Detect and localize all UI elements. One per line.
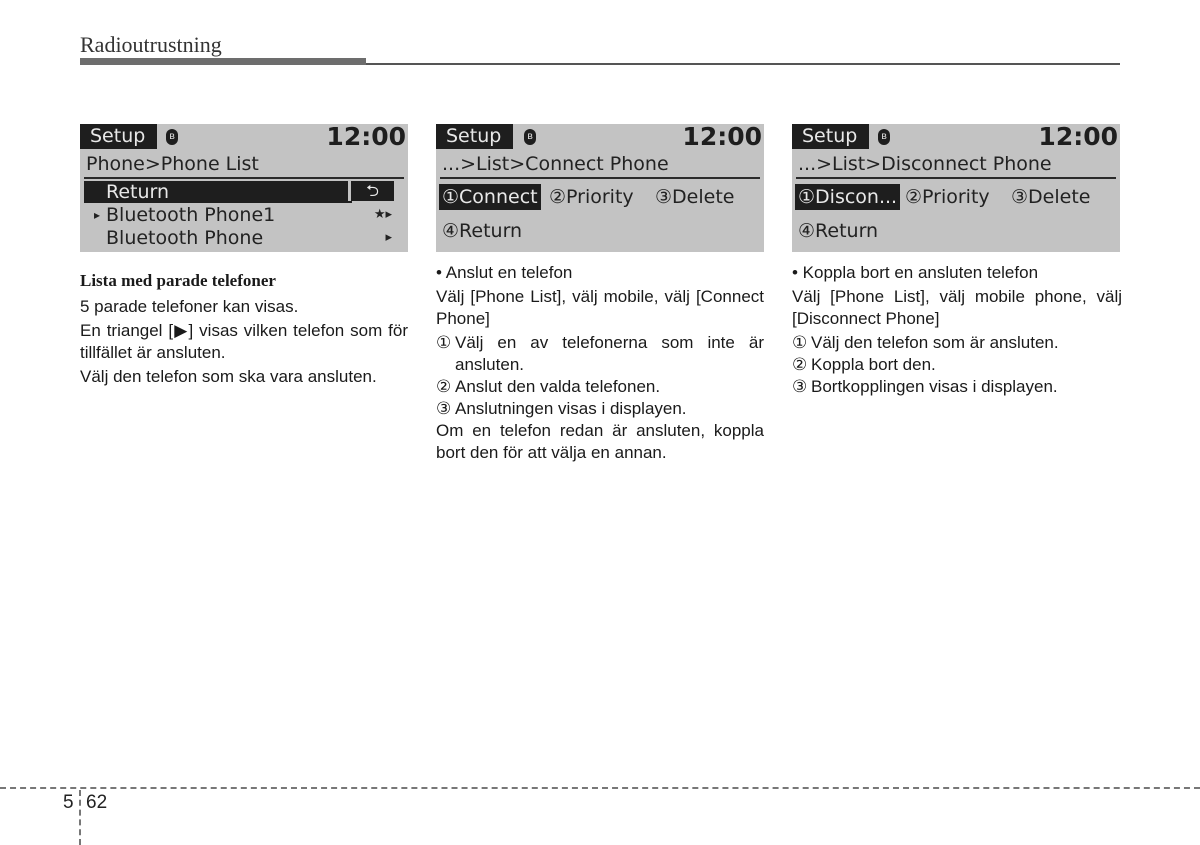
option-delete[interactable]: ③Delete	[1011, 186, 1091, 208]
paragraph: Välj den telefon som ska vara ansluten.	[80, 367, 377, 386]
step-number: ①	[792, 333, 808, 352]
option-return[interactable]: ④Return	[798, 220, 879, 242]
step-text: Anslutningen visas i displayen.	[455, 399, 687, 418]
step-number: ②	[436, 377, 452, 396]
lcd-clock: 12:00	[1038, 124, 1118, 151]
section-title: Radioutrustning	[80, 32, 222, 57]
lcd-screen-disconnect-phone	[792, 124, 1120, 252]
arrow-right-icon: ▸	[385, 230, 392, 245]
column-phone-list	[80, 262, 408, 390]
lcd-breadcrumb: ...>List>Disconnect Phone	[798, 153, 1052, 175]
column-disconnect-phone	[792, 262, 1122, 398]
lcd-divider	[796, 177, 1116, 179]
column-heading: Lista med parade telefoner	[80, 271, 276, 290]
lcd-setup-label: Setup	[792, 124, 869, 149]
page-header	[80, 28, 1120, 68]
lcd-clock: 12:00	[326, 124, 406, 151]
footer-dashed-divider	[79, 790, 81, 845]
paragraph: 5 parade telefoner kan visas.	[80, 297, 299, 316]
paragraph: Välj [Phone List], välj mobile, välj [Connect Phone]	[436, 287, 764, 328]
menu-item-label: Bluetooth Phone	[106, 227, 264, 249]
step-text: Koppla bort den.	[811, 355, 936, 374]
lcd-divider	[440, 177, 760, 179]
step-text: Bortkopplingen visas i displayen.	[811, 377, 1058, 396]
step-item	[792, 354, 1122, 376]
header-rule-thin	[366, 63, 1120, 65]
return-icon[interactable]: ⮌	[348, 181, 394, 201]
lcd-topbar	[792, 124, 1120, 150]
paragraph: En triangel [▶] visas vilken telefon som för tillfället är ansluten.	[80, 321, 408, 362]
option-priority[interactable]: ②Priority	[549, 186, 634, 208]
lcd-clock: 12:00	[682, 124, 762, 151]
lcd-setup-label: Setup	[436, 124, 513, 149]
step-number: ③	[436, 399, 452, 418]
lcd-breadcrumb: Phone>Phone List	[86, 153, 259, 175]
footer-dashed-rule	[0, 787, 1200, 789]
step-number: ①	[436, 333, 452, 352]
chapter-number: 5	[63, 792, 74, 813]
step-item	[436, 398, 764, 420]
lcd-divider	[84, 177, 404, 179]
connected-triangle-icon: ▸	[94, 208, 101, 222]
step-text: Välj den telefon som är ansluten.	[811, 333, 1059, 352]
step-number: ③	[792, 377, 808, 396]
step-item	[436, 376, 764, 398]
lcd-setup-label: Setup	[80, 124, 157, 149]
column-connect-phone	[436, 262, 764, 466]
option-disconnect[interactable]: ①Discon...	[795, 184, 900, 210]
header-rule-thick	[80, 58, 366, 65]
bullet-heading: • Koppla bort en ansluten telefon	[792, 263, 1039, 282]
menu-item-bluetooth-phone[interactable]	[84, 227, 398, 249]
bluetooth-icon: ʙ	[524, 129, 536, 145]
paragraph: Välj [Phone List], välj mobile phone, välj [Disconnect Phone]	[792, 287, 1122, 328]
lcd-topbar	[436, 124, 764, 150]
option-connect[interactable]: ①Connect	[439, 184, 541, 210]
lcd-breadcrumb: ...>List>Connect Phone	[442, 153, 669, 175]
lcd-screen-connect-phone	[436, 124, 764, 252]
step-text: Anslut den valda telefonen.	[455, 377, 661, 396]
step-item	[792, 332, 1122, 354]
step-number: ②	[792, 355, 808, 374]
bluetooth-icon: ʙ	[166, 129, 178, 145]
step-item	[792, 376, 1122, 398]
bluetooth-icon: ʙ	[878, 129, 890, 145]
option-priority[interactable]: ②Priority	[905, 186, 990, 208]
star-arrow-icon: ★▸	[373, 207, 392, 222]
option-return[interactable]: ④Return	[442, 220, 523, 242]
lcd-screen-phone-list	[80, 124, 408, 252]
option-delete[interactable]: ③Delete	[655, 186, 735, 208]
page-number: 62	[86, 792, 108, 813]
lcd-topbar	[80, 124, 408, 150]
step-item	[436, 332, 764, 376]
menu-item-bluetooth-phone1[interactable]	[84, 204, 398, 226]
paragraph: Om en telefon redan är ansluten, koppla bort den för att välja en annan.	[436, 421, 764, 462]
menu-item-return[interactable]	[84, 181, 352, 203]
step-text: Välj en av telefonerna som inte är ansluten.	[455, 333, 764, 374]
menu-item-label: Bluetooth Phone1	[106, 204, 276, 226]
bullet-heading: • Anslut en telefon	[436, 263, 573, 282]
menu-item-label: Return	[106, 181, 170, 203]
